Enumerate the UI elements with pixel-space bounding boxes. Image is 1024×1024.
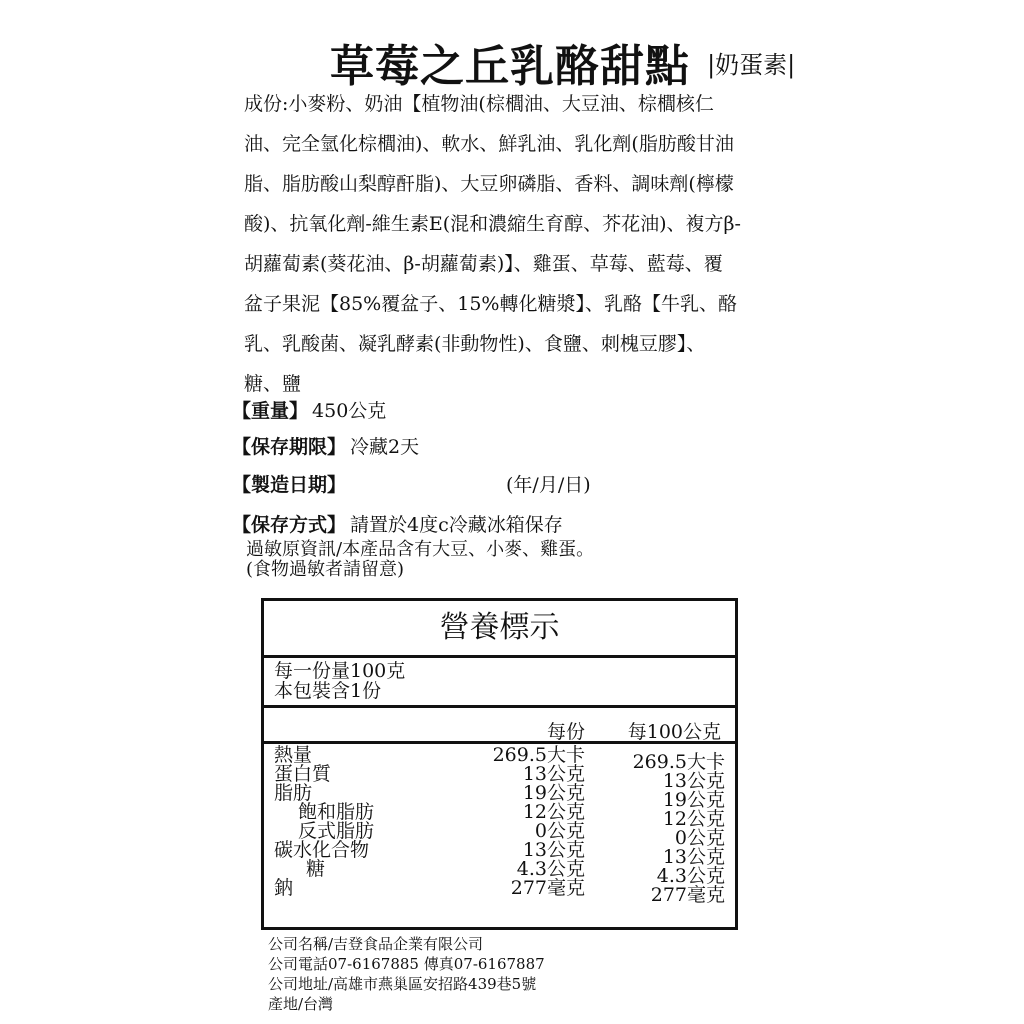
per-serving-value: 269.5大卡 — [492, 744, 585, 766]
nutrient-label: 鈉 — [274, 877, 294, 899]
per-serving-values — [493, 746, 585, 898]
per-100g-header: 每100公克 — [627, 721, 721, 743]
shelf-life-row — [232, 432, 419, 459]
ingredients-line: 糖、鹽 — [244, 373, 302, 395]
per-serving-header: 每份 — [546, 721, 585, 743]
per-serving-value: 277毫克 — [510, 877, 585, 899]
ingredients-line: 乳、乳酸菌、凝乳酵素(非動物性)、食鹽、刺槐豆膠】、 — [244, 333, 706, 355]
per-100g-value: 12公克 — [662, 808, 725, 830]
nutrient-label: 飽和脂肪 — [298, 801, 375, 823]
per-100g-value: 269.5大卡 — [632, 751, 725, 773]
per-100g-value: 13公克 — [662, 770, 725, 792]
company-address: 公司地址/高雄市燕巢區安招路439巷5號 — [268, 975, 537, 993]
weight-value: 450公克 — [312, 400, 387, 422]
product-title: 草莓之丘乳酪甜點 — [330, 41, 690, 92]
ingredients-line: 酸)、抗氧化劑-維生素E(混和濃縮生育醇、芥花油)、複方β- — [244, 213, 741, 235]
per-serving-value: 0公克 — [534, 820, 585, 842]
per-100g-value: 4.3公克 — [656, 865, 725, 887]
divider — [264, 705, 735, 708]
origin: 產地/台灣 — [268, 995, 334, 1013]
servings-per-pack: 本包裝含1份 — [274, 680, 382, 702]
nutrition-table — [261, 598, 738, 930]
serving-info — [274, 661, 405, 701]
allergy-line: 過敏原資訊/本產品含有大豆、小麥、雞蛋。 — [246, 539, 595, 560]
ingredients-line: 成份:小麥粉、奶油【植物油(棕櫚油、大豆油、棕櫚核仁 — [244, 93, 714, 115]
serving-size: 每一份量100克 — [274, 660, 406, 682]
shelf-life-value: 冷藏2天 — [350, 436, 420, 458]
per-100g-value: 19公克 — [662, 789, 725, 811]
per-serving-value: 12公克 — [522, 801, 585, 823]
per-100g-value: 0公克 — [674, 827, 725, 849]
mfg-date-row — [232, 470, 591, 497]
nutrient-label: 蛋白質 — [274, 763, 332, 785]
allergy-note: (食物過敏者請留意) — [246, 559, 405, 580]
per-serving-value: 4.3公克 — [516, 858, 585, 880]
company-phone: 公司電話07-6167885 傳真07-6167887 — [268, 955, 545, 973]
nutrient-label: 脂肪 — [274, 782, 313, 804]
per-serving-value: 13公克 — [522, 839, 585, 861]
mfg-date-label: 【製造日期】 — [232, 474, 347, 496]
per-serving-value: 19公克 — [522, 782, 585, 804]
mfg-date-value: (年/月/日) — [506, 474, 591, 496]
ingredients-line: 盆子果泥【85%覆盆子、15%轉化糖漿】、乳酪【牛乳、酪 — [244, 293, 737, 315]
nutrient-label: 熱量 — [274, 744, 313, 766]
weight-label: 【重量】 — [232, 400, 309, 422]
per-100g-value: 13公克 — [662, 846, 725, 868]
weight-row — [232, 396, 386, 423]
nutrient-labels — [274, 746, 374, 898]
per-100g-values — [633, 753, 725, 905]
ingredients-line: 油、完全氫化棕櫚油)、軟水、鮮乳油、乳化劑(脂肪酸甘油 — [244, 133, 734, 155]
allergy-info — [246, 540, 594, 580]
storage-value: 請置於4度c冷藏冰箱保存 — [350, 514, 563, 536]
per-serving-value: 13公克 — [522, 763, 585, 785]
company-name: 公司名稱/吉登食品企業有限公司 — [268, 935, 484, 953]
nutrient-label: 反式脂肪 — [298, 820, 375, 842]
ingredients-block — [244, 92, 804, 412]
nutrient-label: 糖 — [306, 858, 326, 880]
storage-row — [232, 510, 563, 537]
shelf-life-label: 【保存期限】 — [232, 436, 347, 458]
ingredients-line: 脂、脂肪酸山梨醇酐脂)、大豆卵磷脂、香料、調味劑(檸檬 — [244, 173, 734, 195]
nutrition-title: 營養標示 — [264, 601, 735, 658]
diet-type-label: |奶蛋素| — [707, 50, 796, 79]
storage-label: 【保存方式】 — [232, 514, 347, 536]
nutrient-label: 碳水化合物 — [274, 839, 370, 861]
ingredients-line: 胡蘿蔔素(葵花油、β-胡蘿蔔素)】、雞蛋、草莓、藍莓、覆 — [244, 253, 723, 275]
company-info — [268, 934, 545, 1014]
title-row — [330, 30, 795, 94]
per-100g-value: 277毫克 — [650, 884, 725, 906]
